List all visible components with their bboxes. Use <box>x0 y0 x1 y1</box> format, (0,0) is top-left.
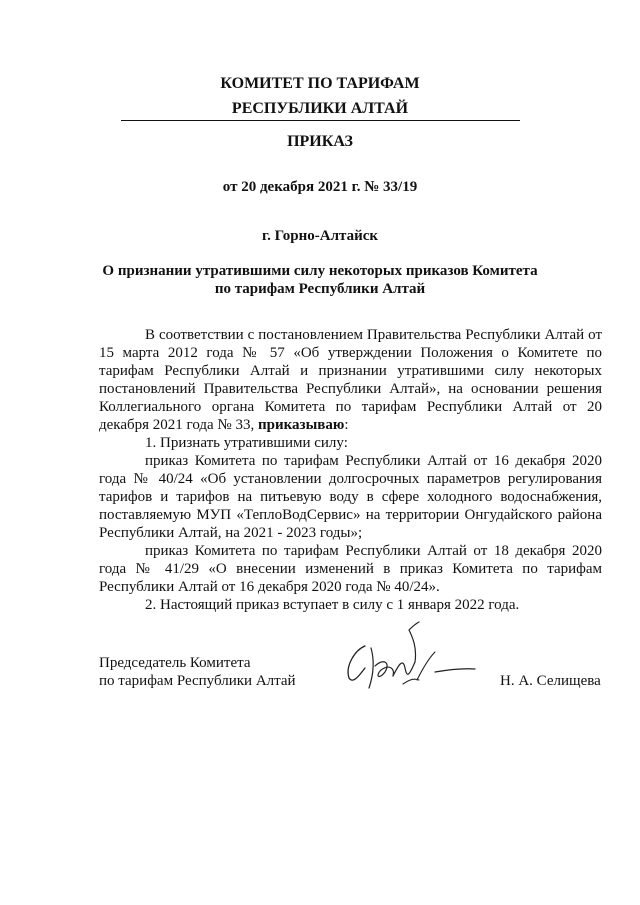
clause-2: 2. Настоящий приказ вступает в силу с 1 января 2022 года. <box>145 597 520 613</box>
document-date-number: от 20 декабря 2021 г. № 33/19 <box>222 179 418 195</box>
repealed-order-1: приказ Комитета по тарифам Республики Алтай от 16 декабря 2020 года № 40/24 «Об установлении долгосрочных параметров регулирования тарифов и тарифов на питьевую воду в сфере холодного водоснабжения, поставляемую МУП «ТеплоВодСервис» на территории Онгудайского района Республики Алтай, на 2021 - 2023 годы»; <box>99 453 602 541</box>
signatory-position-line-1: Председатель Комитета <box>99 655 251 671</box>
handwritten-signature <box>335 618 485 698</box>
header-divider <box>121 120 520 121</box>
document-title-line-2: по тарифам Республики Алтай <box>214 281 426 297</box>
org-name-line-1: КОМИТЕТ ПО ТАРИФАМ <box>220 75 420 92</box>
preamble-colon: : <box>344 417 349 433</box>
repealed-order-2: приказ Комитета по тарифам Республики Алтай от 18 декабря 2020 года № 41/29 «О внесении изменений в приказ Комитета по тарифам Республики Алтай от 16 декабря 2020 года № 40/24». <box>99 543 602 595</box>
preamble-order-word: приказываю <box>258 417 345 433</box>
document-title-line-1: О признании утратившими силу некоторых приказов Комитета <box>102 263 538 279</box>
document-city: г. Горно-Алтайск <box>261 228 379 244</box>
org-name-line-2: РЕСПУБЛИКИ АЛТАЙ <box>231 100 409 117</box>
preamble-paragraph <box>99 326 602 434</box>
document-type: ПРИКАЗ <box>287 133 353 150</box>
clause-1: 1. Признать утратившими силу: <box>145 435 348 451</box>
signatory-position-line-2: по тарифам Республики Алтай <box>99 673 296 689</box>
preamble-text: В соответствии с постановлением Правительства Республики Алтай от 15 марта 2012 года № 57 «Об утверждении Положения о Комитете по тарифам Республики Алтай и признании утратившими силу некоторых постановлений Правительства Республики Алтай», на основании решения Коллегиального органа Комитета по тарифам Республики Алтай от 20 декабря 2021 года № 33, <box>99 327 602 433</box>
signatory-name: Н. А. Селищева <box>500 673 601 689</box>
